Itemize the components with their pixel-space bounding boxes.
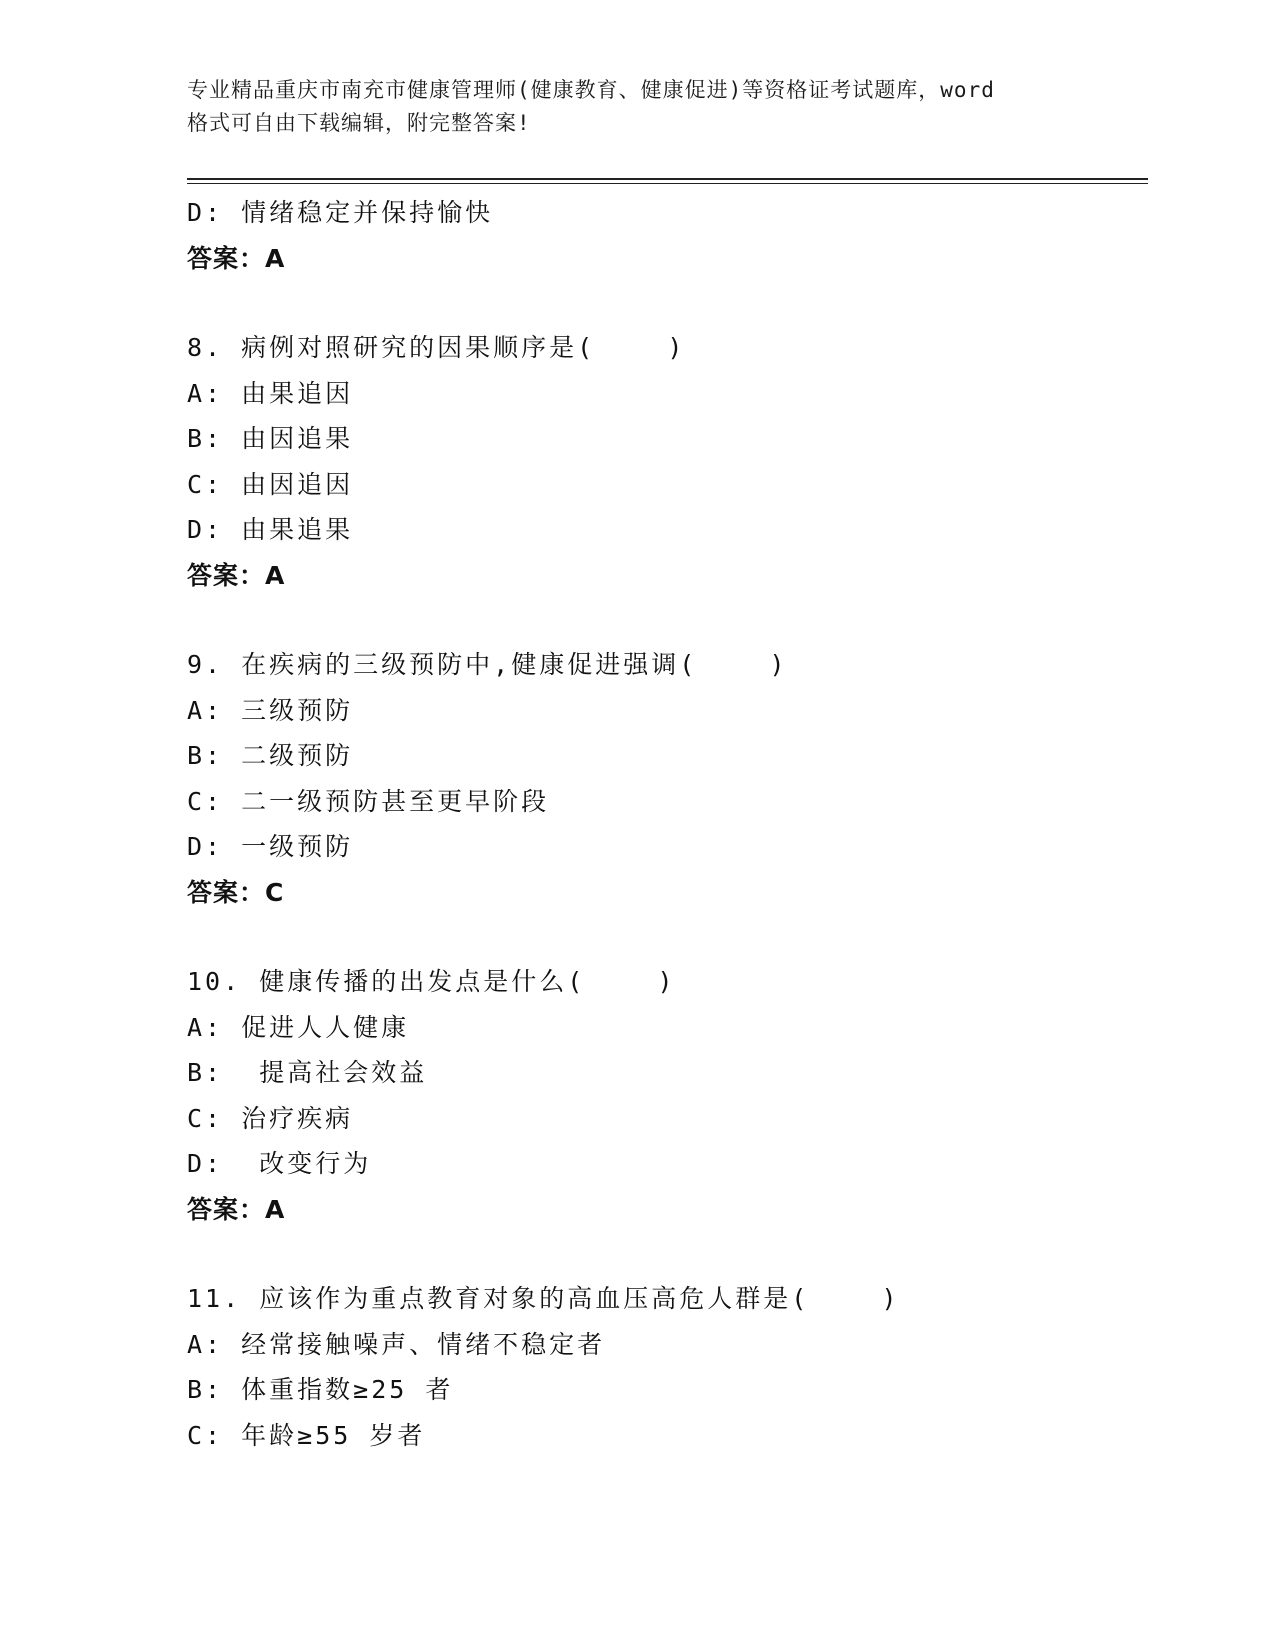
header-line-2: 格式可自由下载编辑，附完整答案! xyxy=(187,111,531,135)
question-stem: 9. 在疾病的三级预防中,健康促进强调( ) xyxy=(187,650,788,679)
header-line-1: 专业精品重庆市南充市健康管理师(健康教育、健康促进)等资格证考试题库，word xyxy=(187,78,995,102)
header-divider-thin xyxy=(187,183,1148,184)
header-divider-thick xyxy=(187,178,1148,180)
answer-label: 答案：A xyxy=(187,243,286,273)
option-a: A: 促进人人健康 xyxy=(187,1012,410,1042)
option-c: C: 由因追因 xyxy=(187,469,354,499)
question-11 xyxy=(187,1276,1147,1458)
option-d: D: 改变行为 xyxy=(187,1149,372,1178)
answer-label: 答案：A xyxy=(187,560,286,590)
option-b: B: 体重指数≥25 者 xyxy=(187,1375,454,1404)
option-c: C: 治疗疾病 xyxy=(187,1103,354,1133)
question-8 xyxy=(187,325,1147,598)
question-10 xyxy=(187,959,1147,1232)
option-a: A: 经常接触噪声、情绪不稳定者 xyxy=(187,1329,606,1359)
document-header xyxy=(187,74,1107,140)
question-9 xyxy=(187,642,1147,915)
option-b: B: 提高社会效益 xyxy=(187,1058,428,1087)
option-a: A: 三级预防 xyxy=(187,695,354,725)
option-d: D: 由果追果 xyxy=(187,515,354,544)
option-b: B: 由因追果 xyxy=(187,424,354,453)
question-content xyxy=(187,190,1147,1458)
option-d: D: 情绪稳定并保持愉快 xyxy=(187,198,494,227)
option-d: D: 一级预防 xyxy=(187,832,354,861)
previous-question-tail xyxy=(187,190,1147,281)
option-c: C: 年龄≥55 岁者 xyxy=(187,1420,426,1450)
question-stem: 8. 病例对照研究的因果顺序是( ) xyxy=(187,333,686,362)
answer-label: 答案：C xyxy=(187,877,285,907)
option-a: A: 由果追因 xyxy=(187,378,354,408)
spacer xyxy=(187,915,1147,959)
spacer xyxy=(187,598,1147,642)
spacer xyxy=(187,281,1147,325)
spacer xyxy=(187,1232,1147,1276)
option-b: B: 二级预防 xyxy=(187,741,354,770)
option-c: C: 二一级预防甚至更早阶段 xyxy=(187,786,550,816)
question-stem: 10. 健康传播的出发点是什么( ) xyxy=(187,967,676,996)
question-stem: 11. 应该作为重点教育对象的高血压高危人群是( ) xyxy=(187,1284,900,1313)
answer-label: 答案：A xyxy=(187,1194,286,1224)
